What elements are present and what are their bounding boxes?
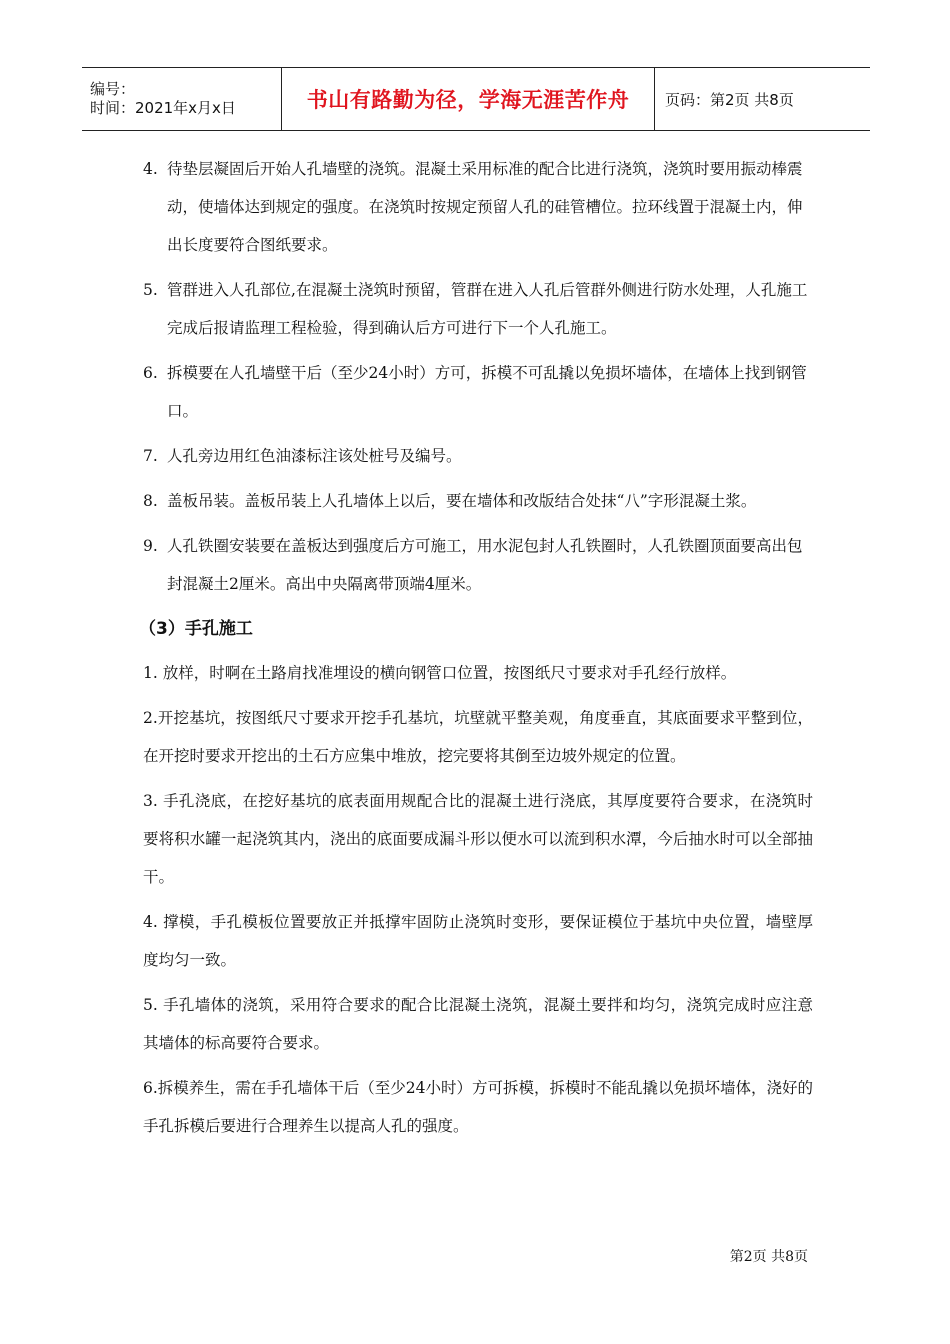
document-body (139, 150, 814, 1152)
paragraph: 4. 撑模，手孔模板位置要放正并抵撑牢固防止浇筑时变形，要保证模位于基坑中央位置，墙壁厚度均匀一致。 (143, 913, 813, 969)
list-item-text: 人孔铁圈安装要在盖板达到强度后方可施工，用水泥包封人孔铁圈时，人孔铁圈顶面要高出包封混凝土2厘米。高出中央隔离带顶端4厘米。 (167, 537, 803, 593)
list-item (143, 354, 813, 430)
list-item-text: 管群进入人孔部位,在混凝土浇筑时预留，管群在进入人孔后管群外侧进行防水处理，人孔施工完成后报请监理工程检验，得到确认后方可进行下一个人孔施工。 (167, 281, 808, 337)
footer-page-info: 第2页 共8页 (729, 1249, 808, 1265)
list-item-text: 拆模要在人孔墙壁干后（至少24小时）方可，拆模不可乱撬以免损坏墙体，在墙体上找到钢管口。 (167, 364, 807, 420)
list-item-number: 7. (143, 447, 158, 465)
header-meta (82, 68, 281, 130)
list-item-number: 5. (143, 281, 158, 299)
list-item-text: 待垫层凝固后开始人孔墙壁的浇筑。混凝土采用标准的配合比进行浇筑，浇筑时要用振动棒震动，使墙体达到规定的强度。在浇筑时按规定预留人孔的硅管槽位。拉环线置于混凝土内，伸出长度要符合图纸要求。 (167, 160, 803, 254)
list-item (143, 437, 813, 475)
header-motto-cell (281, 68, 655, 130)
list-item-number: 4. (143, 160, 158, 178)
list-item (143, 150, 813, 264)
section-title: （3）手孔施工 (139, 619, 253, 639)
paragraph: 6.拆模养生，需在手孔墙体干后（至少24小时）方可拆模，拆模时不能乱撬以免损坏墙体，浇好的手孔拆模后要进行合理养生以提高人孔的强度。 (143, 1079, 814, 1135)
paragraph: 1. 放样，时啊在土路肩找准埋设的横向钢管口位置，按图纸尺寸要求对手孔经行放样。 (143, 664, 737, 682)
paragraph: 5. 手孔墙体的浇筑，采用符合要求的配合比混凝土浇筑，混凝土要拌和均匀，浇筑完成时应注意其墙体的标高要符合要求。 (143, 996, 813, 1052)
list-item (143, 527, 813, 603)
list-item (143, 482, 813, 520)
number-label: 编号： (90, 80, 136, 98)
header-page-cell (655, 68, 870, 130)
list-item-number: 9. (143, 537, 158, 555)
document-header (82, 67, 870, 131)
list-item (143, 271, 813, 347)
date-label: 时间：2021年x月x日 (90, 99, 236, 117)
list-item-number: 6. (143, 364, 158, 382)
list-item-text: 人孔旁边用红色油漆标注该处桩号及编号。 (167, 447, 462, 465)
paragraph: 3. 手孔浇底，在挖好基坑的底表面用规配合比的混凝土进行浇底，其厚度要符合要求，在浇筑时要将积水罐一起浇筑其内，浇出的底面要成漏斗形以便水可以流到积水潭，今后抽水时可以全部抽干。 (143, 792, 813, 886)
list-item-number: 8. (143, 492, 158, 510)
paragraph: 2.开挖基坑，按图纸尺寸要求开挖手孔基坑，坑壁就平整美观，角度垂直，其底面要求平整到位，在开挖时要求开挖出的土石方应集中堆放，挖完要将其倒至边坡外规定的位置。 (143, 709, 813, 765)
header-page-info: 页码：第2页 共8页 (665, 90, 794, 109)
motto: 书山有路勤为径，学海无涯苦作舟 (306, 88, 630, 112)
list-item-text: 盖板吊装。盖板吊装上人孔墙体上以后，要在墙体和改版结合处抹“八”字形混凝土浆。 (167, 492, 757, 510)
